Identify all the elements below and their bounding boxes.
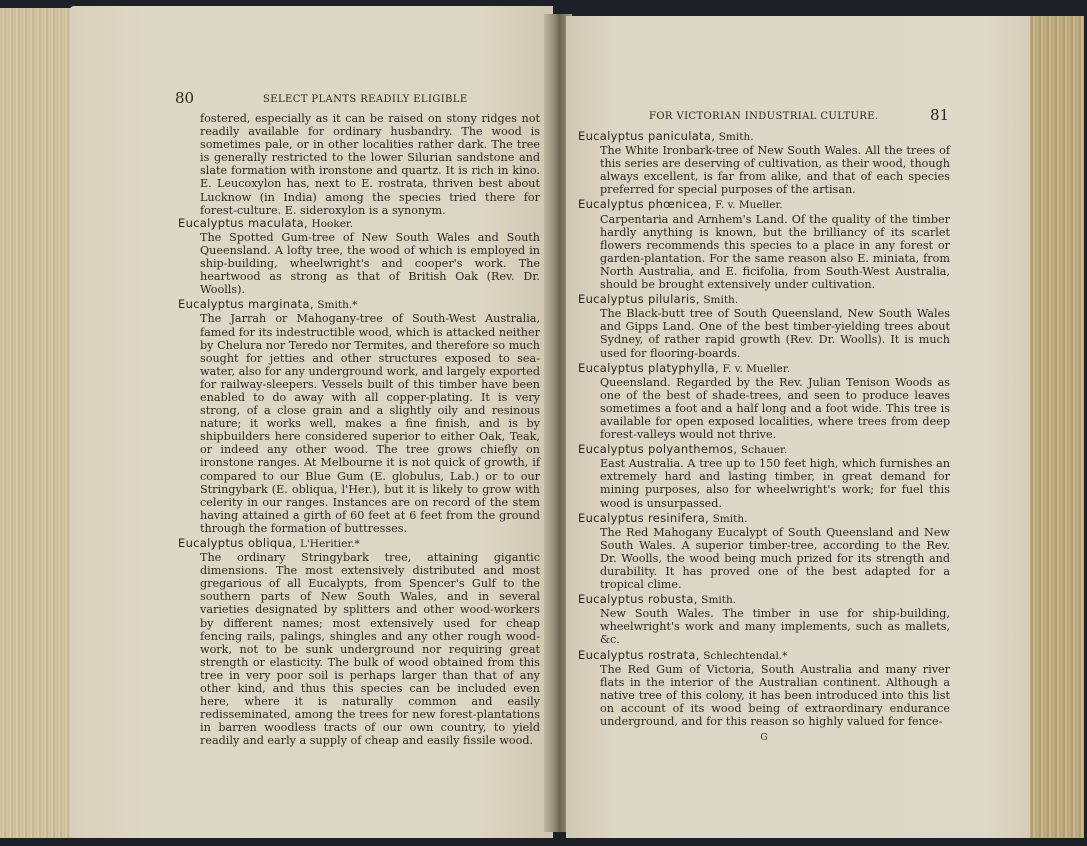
entry-pilularis <box>578 293 950 359</box>
entry-name: Eucalyptus phœnicea, <box>578 197 712 212</box>
entry-rostrata <box>578 649 950 729</box>
entry-name: Eucalyptus pilularis, <box>578 292 700 307</box>
entry-author: L'Heritier.* <box>299 538 360 550</box>
entry-text: The ordinary Stringybark tree, attaining gigantic dimensions. The most extensively distributed and most gregarious of all Eucalypts, from Spencer's Gulf to the southern parts of New South Wales, and in several varieties designated by splitters and other wood-workers by different names; most extensively used for cheap fencing rails, palings, shingles and any other rough wood-work, not to be sunk underground nor requiring great strength or elasticity. The bulk of wood obtained from this tree in very poor soil is perhaps larger than that of any other kind, and thus this species can be included even here, where it is naturally common and easily redisseminated, among the trees for new forest-plantations in barren woodless tracts of our own country, to yield readily and early a supply of cheap and easily fissile wood. <box>200 551 540 748</box>
entry-author: Smith.* <box>317 299 358 312</box>
left-page-edges <box>0 8 80 838</box>
entry-author: Smith. <box>703 294 739 307</box>
left-running-head: SELECT PLANTS READILY ELIGIBLE <box>263 94 468 105</box>
entry-author: F. v. Mueller. <box>715 199 783 212</box>
signature-mark: G <box>760 733 768 744</box>
entry-author: Hooker. <box>311 217 354 230</box>
entry-text: The Black-butt tree of South Queensland, New South Wales and Gipps Land. One of the best timber-yielding trees about Sydney, of rather rapid growth (Rev. Dr. Woolls). It is much used for flooring-boards. <box>600 307 950 360</box>
entry-name: Eucalyptus resinifera, <box>578 510 710 525</box>
entry-text: East Australia. A tree up to 150 feet high, which furnishes an extremely hard and lasting timber, in great demand for mining purposes, also for wheelwright's work; for fuel this wood is unsurpassed. <box>600 457 950 510</box>
entry-name: Eucalyptus maculata, <box>178 215 308 230</box>
entry-phoenicea <box>578 198 950 291</box>
entry-name: Eucalyptus robusta, <box>578 592 698 607</box>
right-page-edges <box>1030 16 1084 838</box>
right-running-head: FOR VICTORIAN INDUSTRIAL CULTURE. <box>649 111 879 122</box>
entry-name: Eucalyptus rostrata, <box>578 647 700 662</box>
entry-author: Smith. <box>712 512 748 525</box>
entry-obliqua <box>178 537 540 748</box>
entry-paniculata <box>578 130 950 196</box>
entry-author: Smith. <box>701 594 737 607</box>
entry-marginata <box>178 298 540 535</box>
entry-text: The White Ironbark-tree of New South Wales. All the trees of this series are deserving of cultivation, as their wood, though always excellent, is far from alike, and that of each species preferred for special purposes of the artisan. <box>600 144 950 197</box>
right-page-number: 81 <box>930 106 950 124</box>
entry-text: The Jarrah or Mahogany-tree of South-West Australia, famed for its indestructible wood, which is attacked neither by Chelura nor Teredo nor Termites, and therefore so much sought for jetties and other structures exposed to sea-water, also for any underground work, and largely exported for railway-sleepers. Vessels built of this timber have been enabled to do away with all copper-plating. It is very strong, of a close grain and a slightly oily and resinous nature; it works well, makes a fine finish, and is by shipbuilders here considered superior to either Oak, Teak, or indeed any other wood. The tree grows chiefly on ironstone ranges. At Melbourne it is not quick of growth, if compared to our Blue Gum (E. globulus, Lab.) or to our Stringybark (E. obliqua, l'Her.), but it is likely to grow with celerity in our ranges. Instances are on record of the stem having attained a girth of 60 feet at 6 feet from the ground through the formation of buttresses. <box>200 312 540 535</box>
entry-name: Eucalyptus marginata, <box>178 297 314 312</box>
entry-author: Schauer. <box>740 444 788 457</box>
entry-text: Carpentaria and Arnhem's Land. Of the quality of the timber hardly anything is known, but the brilliancy of its scarlet flowers recommends this species to a place in any forest or garden-plantation. For the same reason also E. miniata, from North Australia, and E. ficifolia, from South-West Australia, should be brought extensively under cultivation. <box>600 212 950 292</box>
left-intro: fostered, especially as it can be raised on stony ridges not readily available for ordinary husbandry. The wood is sometimes pale, or in other localities rather dark. The tree is generally restricted to the lower Silurian sandstone and slate formation with ironstone and quartz. It is rich in kino. E. Leucoxylon has, next to E. rostrata, thriven best about Lucknow (in India) among the species tried there for forest-culture. E. sideroxylon is a synonym. <box>200 112 540 217</box>
entry-author: F. v. Mueller. <box>722 362 791 375</box>
entry-platyphylla <box>578 362 950 442</box>
right-page <box>566 16 1034 838</box>
entry-author: Smith. <box>718 131 754 143</box>
entry-text: The Red Gum of Victoria, South Australia and many river flats in the interior of the Australian continent. Although a native tree of this colony, it has been introduced into this list on account of its wood being of extraordinary endurance underground, and for this reason so highly valued for fence- <box>600 662 950 729</box>
entry-text: The Spotted Gum-tree of New South Wales and South Queensland. A lofty tree, the wood of which is employed in ship-building, wheelwright's and cooper's work. The heartwood as strong as that of British Oak (Rev. Dr. Woolls). <box>200 230 540 297</box>
entry-text: Queensland. Regarded by the Rev. Julian Tenison Woods as one of the best of shade-trees, and seen to produce leaves sometimes a foot and a half long and a foot wide. This tree is available for open exposed localities, where trees from deep forest-valleys would not thrive. <box>600 375 950 442</box>
entry-name: Eucalyptus paniculata, <box>578 129 716 143</box>
entry-resinifera <box>578 512 950 592</box>
entry-name: Eucalyptus platyphylla, <box>578 360 719 375</box>
entry-polyanthemos <box>578 443 950 509</box>
left-page <box>70 6 553 838</box>
entry-maculata <box>178 217 540 297</box>
entry-robusta <box>578 593 950 646</box>
right-text-block <box>578 130 950 745</box>
entry-author: Schlechtendal.* <box>703 649 788 662</box>
left-page-number: 80 <box>175 89 195 107</box>
entry-name: Eucalyptus obliqua, <box>178 536 297 550</box>
entry-name: Eucalyptus polyanthemos, <box>578 442 738 457</box>
entry-text: The Red Mahogany Eucalypt of South Queensland and New South Wales. A superior timber-tree, according to the Rev. Dr. Woolls, the wood being much prized for its strength and durability. It has proved one of the best adapted for a tropical clime. <box>600 525 950 592</box>
left-text-block <box>178 112 540 750</box>
entry-text: New South Wales. The timber in use for ship-building, wheelwright's work and many implements, such as mallets, &c. <box>600 607 950 647</box>
